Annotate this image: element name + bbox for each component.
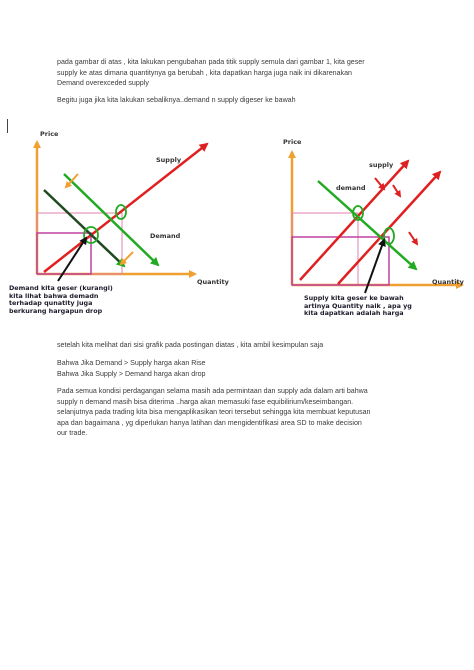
conclusion-rules [57, 358, 427, 379]
caption-line: terhadap qunatity juga [9, 299, 93, 308]
right-demand-label: demand [336, 184, 366, 192]
caption-line: berkurang hargapun drop [9, 306, 103, 315]
caption-line: artinya Quantity naik , apa yg [304, 301, 412, 310]
right-price-label: Price [283, 138, 302, 146]
intro-paragraph [57, 57, 427, 89]
right-shift-arrow [409, 232, 417, 244]
body-line: apa dan bagaimana , yg diperlukan hanya latihan dan mengidentifikasi area SD to make decision [57, 418, 362, 427]
intro-second-paragraph: Begitu juga jika kita lakukan sebaliknya..demand n supply digeser ke bawah [57, 96, 296, 104]
right-shift-arrow [393, 185, 400, 196]
rule-line: Bahwa Jika Demand > Supply harga akan Rise [57, 359, 206, 367]
caption-line: Supply kita geser ke bawah [304, 294, 404, 302]
caption-line: Demand kita geser (kurangi) [9, 284, 113, 292]
left-shift-arrow [121, 252, 133, 264]
left-supply-label: Supply [156, 156, 182, 164]
body-line: Pada semua kondisi perdagangan selama masih ada permintaan dan supply ada dalam arti bahwa [57, 387, 368, 395]
left-demand-label: Demand [150, 232, 181, 240]
supply-demand-figure [0, 112, 474, 342]
intro-line: supply ke atas dimana quantitynya ga berubah , kita dapatkan harga juga naik ini dikarenakan [57, 68, 352, 77]
body-line: supply n demand masih bisa diterima ..harga akan memasuki fase equibilirium/keseimbangan. [57, 397, 354, 406]
right-caption [304, 295, 412, 318]
rule-line: Bahwa Jika Supply > Demand harga akan drop [57, 369, 206, 378]
left-lower-box [37, 233, 91, 274]
intro-line: pada gambar di atas , kita lakukan pengubahan pada titik supply semula dari gambar 1, kita geser [57, 58, 365, 66]
left-demand-shifted-line [44, 190, 124, 266]
conclusion-body [57, 386, 427, 439]
left-graph [37, 142, 207, 281]
conclusion-intro: setelah kita melihat dari sisi grafik pada postingan diatas , kita ambil kesimpulan saja [57, 341, 324, 349]
right-supply-line [300, 161, 408, 280]
right-graph [292, 152, 462, 293]
body-line: selanjutnya pada trading kita bisa mengaplikasikan teori tersebut sehingga kita membuat keputusan [57, 408, 371, 417]
caption-line: kita dapatkan adalah harga [304, 309, 404, 318]
right-quantity-label: Quantity [432, 278, 464, 286]
left-price-label: Price [40, 130, 59, 138]
caption-line: kita lihat bahwa demadn [9, 291, 99, 300]
intro-line: Demand overexceded supply [57, 79, 149, 88]
body-line: our trade. [57, 429, 88, 438]
right-supply-label: supply [369, 161, 394, 169]
left-caption [9, 285, 113, 315]
right-shift-arrow [375, 178, 384, 189]
left-quantity-label: Quantity [197, 278, 229, 286]
right-demand-line [318, 181, 416, 269]
